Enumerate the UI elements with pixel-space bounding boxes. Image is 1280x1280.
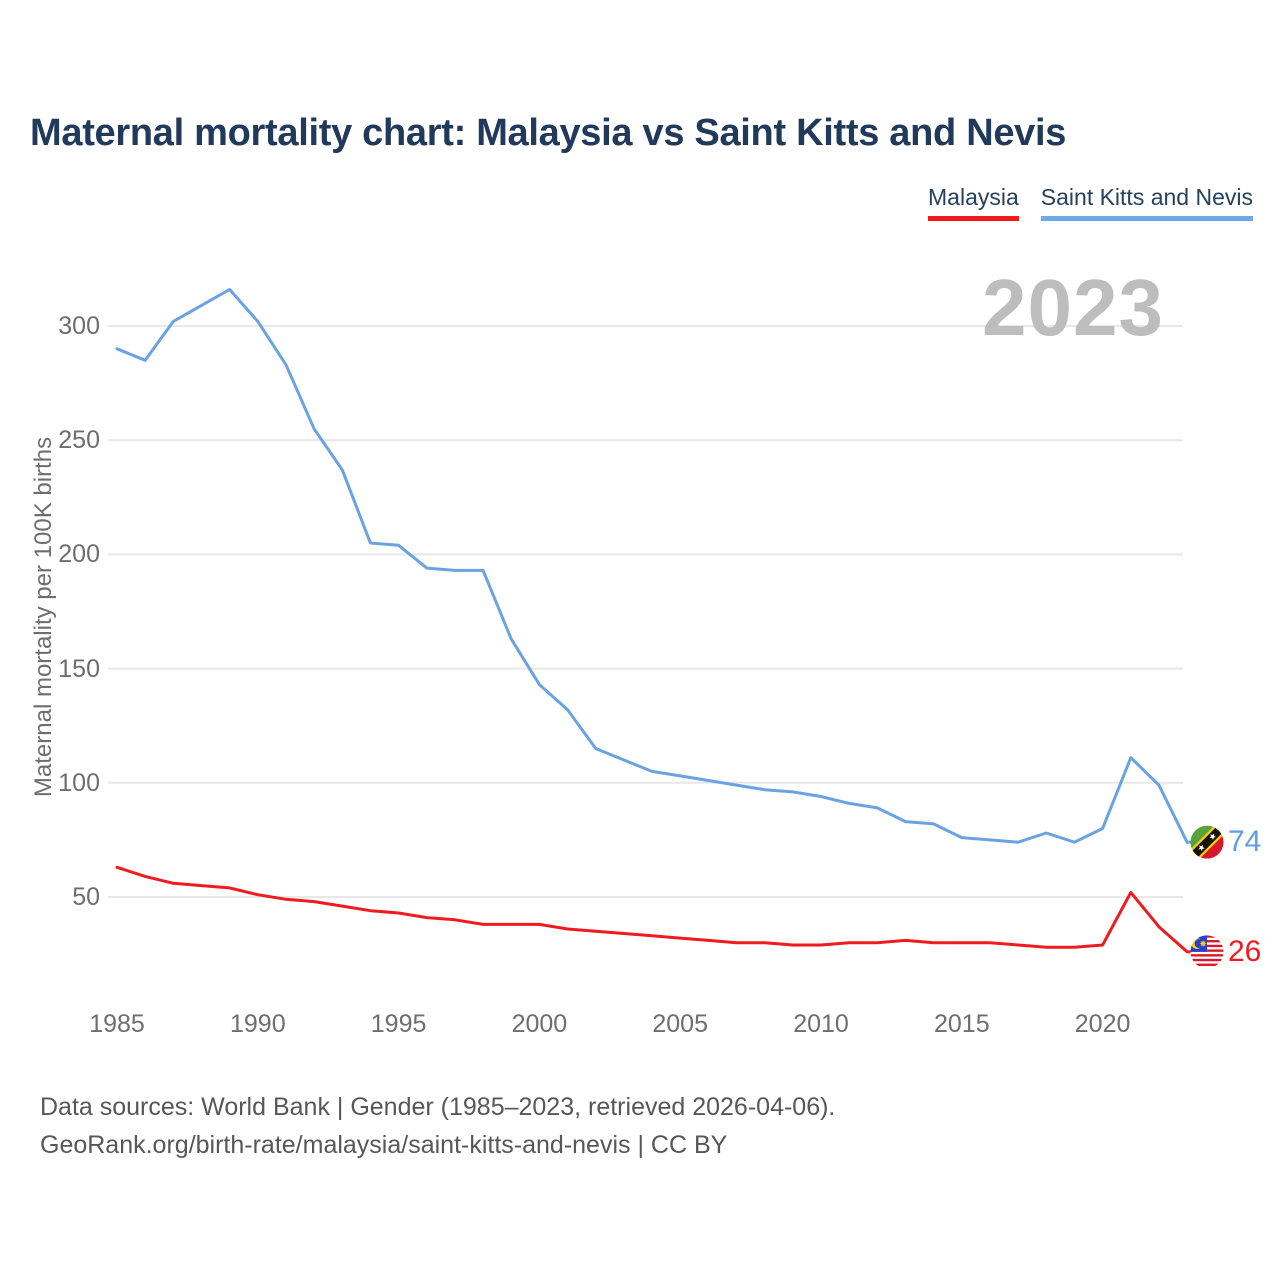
x-tick-label-2015: 2015	[933, 1010, 990, 1038]
x-tick-label-2020: 2020	[1074, 1010, 1131, 1038]
y-tick-label-100: 100	[58, 768, 100, 797]
x-tick-label-1985: 1985	[89, 1010, 145, 1038]
series-line-malaysia	[117, 867, 1187, 952]
x-tick-label-2005: 2005	[652, 1010, 708, 1038]
legend-item-saint-kitts-and-nevis[interactable]: Saint Kitts and Nevis	[1041, 184, 1253, 221]
page-title: Maternal mortality chart: Malaysia vs Saint Kitts and Nevis	[30, 112, 1067, 154]
legend-item-malaysia[interactable]: Malaysia	[928, 184, 1019, 221]
x-tick-label-1995: 1995	[370, 1010, 427, 1038]
x-tick-label-1990: 1990	[229, 1010, 286, 1038]
footer-sources-line: Data sources: World Bank | Gender (1985–2023, retrieved 2026-04-06).	[40, 1093, 836, 1121]
x-tick-label-2010: 2010	[793, 1010, 849, 1038]
series-line-saint-kitts-and-nevis	[117, 290, 1187, 843]
x-tick-label-2000: 2000	[511, 1010, 568, 1038]
footer-attribution-line: GeoRank.org/birth-rate/malaysia/saint-kitts-and-nevis | CC BY	[40, 1131, 728, 1159]
y-axis-title: Maternal mortality per 100K births	[30, 436, 57, 798]
y-tick-label-150: 150	[58, 654, 100, 683]
y-tick-label-200: 200	[58, 540, 100, 569]
y-tick-label-250: 250	[58, 426, 100, 455]
y-tick-label-50: 50	[72, 883, 100, 911]
year-watermark: 2023	[982, 263, 1164, 352]
malaysia-flag-icon	[1191, 935, 1224, 968]
end-value-saint-kitts-and-nevis: 74	[1228, 825, 1262, 859]
saint-kitts-and-nevis-flag-icon	[1191, 826, 1224, 859]
y-tick-label-300: 300	[58, 312, 100, 340]
end-value-malaysia: 26	[1228, 934, 1262, 968]
